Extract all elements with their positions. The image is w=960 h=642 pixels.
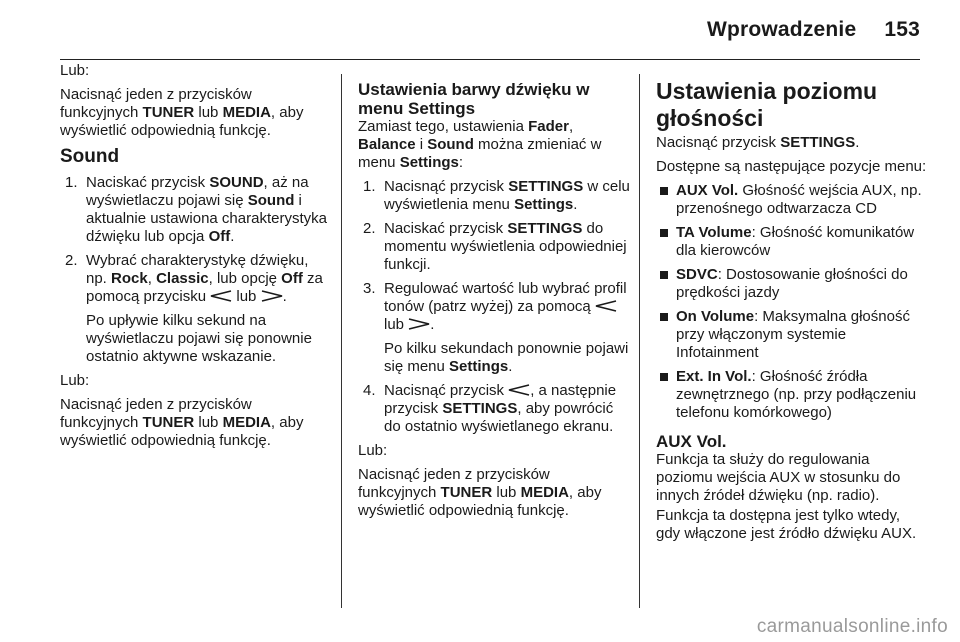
column-2 [358, 80, 630, 526]
paragraph: Lub: [60, 372, 90, 389]
paragraph: Funkcja ta służy do regulowania poziomu wejścia AUX w stosunku do innych źródeł dźwięku (np. radio). [656, 451, 901, 504]
list-item: TA Volume: Głośność komunikatów dla kierowców [656, 224, 928, 260]
list-item: AUX Vol. Głośność wejścia AUX, np. przenośnego odtwarzacza CD [656, 182, 928, 218]
list-item: 4. Nacisnąć przycisk , a następnie przycisk SETTINGS, aby powrócić do ostatnio wyświetlanego ekranu. [363, 382, 617, 435]
list-item: 2. Wybrać charakterystykę dźwięku, np. Rock, Classic, lub opcję Off za pomocą przycisku lub . Po upływie kilku sekund na wyświetlaczu pojawi się ponownie ostatnio aktywne wskazanie. [60, 252, 332, 366]
paragraph: Po upływie kilku sekund na wyświetlaczu pojawi się ponownie ostatnio aktywne wskazanie. [86, 312, 312, 365]
arrow-left-icon [210, 290, 232, 302]
watermark: carmanualsonline.info [756, 616, 948, 637]
paragraph: Lub: [60, 62, 90, 79]
list-item: On Volume: Maksymalna głośność przy włączonym systemie Infotainment [656, 308, 928, 362]
menu-items-list [656, 182, 928, 422]
list-item: 1. Nacisnąć przycisk SETTINGS w celu wyświetlenia menu Settings. [363, 178, 630, 213]
section-heading-volume: Ustawienia poziomu głośności [656, 78, 878, 131]
arrow-left-icon [595, 300, 617, 312]
page-number: 153 [884, 18, 920, 41]
steps-list [60, 174, 332, 366]
bullet-square-icon [660, 373, 668, 381]
list-item: 1. Naciskać przycisk SOUND, aż na wyświetlaczu pojawi się Sound i aktualnie ustawiona charakterystyka dźwięku lub opcja Off. [65, 174, 327, 245]
column-divider-2 [639, 74, 640, 608]
paragraph: Funkcja ta dostępna jest tylko wtedy, gdy włączone jest źródło dźwięku AUX. [656, 507, 917, 542]
column-3 [656, 78, 928, 549]
section-heading-settings: Ustawienia barwy dźwięku w menu Settings [358, 80, 590, 118]
arrow-right-icon [261, 290, 283, 302]
bullet-square-icon [660, 229, 668, 237]
header-title: Wprowadzenie [706, 18, 857, 41]
section-heading-sound: Sound [60, 146, 120, 167]
column-divider-1 [341, 74, 342, 608]
running-header [707, 18, 920, 42]
paragraph: Nacisnąć jeden z przycisków funkcyjnych TUNER lub MEDIA, aby wyświetlić odpowiednią funkcję. [60, 396, 304, 449]
bullet-square-icon [660, 313, 668, 321]
list-item: 2. Naciskać przycisk SETTINGS do momentu wyświetlenia odpowiedniej funkcji. [363, 220, 627, 273]
column-1 [60, 62, 332, 456]
paragraph: Po kilku sekundach ponownie pojawi się menu Settings. [384, 340, 629, 375]
steps-list [358, 178, 630, 436]
list-item: Ext. In Vol.: Głośność źródła zewnętrznego (np. przy podłączeniu telefonu komórkowego) [656, 368, 928, 422]
list-item: 3. Regulować wartość lub wybrać profil tonów (patrz wyżej) za pomocą lub . Po kilku sekundach ponownie pojawi się menu Settings. [363, 280, 629, 375]
list-item: SDVC: Dostosowanie głośności do prędkości jazdy [656, 266, 928, 302]
bullet-square-icon [660, 271, 668, 279]
header-rule [60, 59, 920, 60]
paragraph: Nacisnąć jeden z przycisków funkcyjnych TUNER lub MEDIA, aby wyświetlić odpowiednią funkcję. [358, 466, 602, 519]
paragraph: Nacisnąć jeden z przycisków funkcyjnych TUNER lub MEDIA, aby wyświetlić odpowiednią funkcję. [60, 86, 304, 139]
paragraph: Nacisnąć przycisk SETTINGS. [656, 134, 860, 151]
section-heading-aux-vol: AUX Vol. [656, 432, 727, 451]
arrow-left-icon [508, 384, 530, 396]
paragraph: Lub: [358, 442, 388, 459]
arrow-right-icon [408, 318, 430, 330]
paragraph: Zamiast tego, ustawienia Fader, Balance i Sound można zmieniać w menu Settings: [358, 118, 602, 171]
paragraph: Dostępne są następujące pozycje menu: [656, 158, 927, 175]
bullet-square-icon [660, 187, 668, 195]
